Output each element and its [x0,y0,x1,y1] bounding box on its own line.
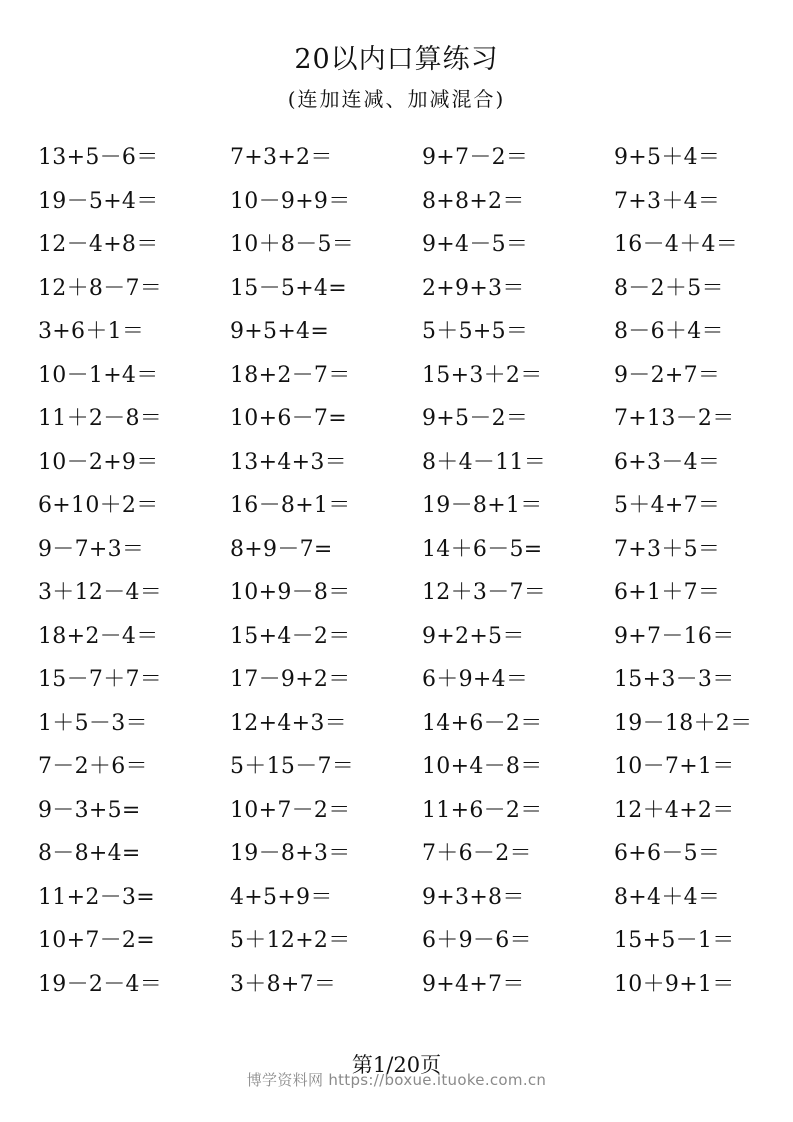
problem-item: 19－18＋2＝ [614,710,753,736]
problem-item: 18+2－4＝ [38,623,159,649]
problem-item: 7+3＋5＝ [614,536,721,562]
problem-item: 10+4－8＝ [422,754,543,779]
problem-item: 10+6－7= [230,406,347,431]
problem-item: 10+9－8＝ [230,580,351,605]
problem-item: 14+6－2＝ [422,710,543,736]
problem-item: 9+4－5＝ [422,232,529,257]
problem-item: 6+10＋2＝ [38,493,159,518]
problem-item: 6+3－4＝ [614,449,721,475]
problem-item: 15+4－2＝ [230,623,351,649]
problem-item: 9+3+8＝ [422,884,525,910]
problem-item: 10+7－2= [38,928,155,953]
problem-item: 4+5+9＝ [230,884,333,910]
problem-item: 9+2+5＝ [422,623,525,649]
problem-item: 12＋8－7＝ [38,275,163,301]
problem-item: 8+9－7= [230,536,333,562]
problem-item: 17－9+2＝ [230,667,351,692]
problem-item: 19－8+3＝ [230,841,351,866]
problem-item: 7+3＋4＝ [614,188,721,214]
problem-item: 1＋5－3＝ [38,710,148,736]
problem-item: 3+6＋1＝ [38,319,145,344]
problem-item: 19－5+4＝ [38,188,159,214]
problem-grid [38,140,778,1010]
problem-item: 11＋2－8＝ [38,406,163,431]
problem-item: 7－2＋6＝ [38,754,148,779]
problem-item: 10＋9+1＝ [614,971,735,997]
problem-item: 2+9+3＝ [422,275,525,301]
problem-item: 8+8+2＝ [422,188,525,214]
problem-item: 8－8+4= [38,841,141,866]
page-number: 第1/20页 [351,1053,442,1077]
problem-item: 10－1+4＝ [38,362,159,388]
problem-item: 11+2－3= [38,884,155,910]
problem-item: 6＋9+4＝ [422,667,529,692]
problem-item: 15+5－1＝ [614,928,735,953]
worksheet-subtitle: (连加连减、加减混合) [287,87,506,111]
problem-item: 6+6－5＝ [614,841,721,866]
problem-item: 10－9+9＝ [230,188,351,214]
problem-item: 8＋4－11＝ [422,449,547,475]
problem-item: 10＋8－5＝ [230,232,355,257]
problem-item: 12＋4+2＝ [614,797,735,823]
problem-item: 15+3－3＝ [614,667,735,692]
problem-item: 12－4+8＝ [38,232,159,257]
problem-item: 9－7+3＝ [38,536,145,562]
problem-item: 11+6－2＝ [422,797,543,823]
problem-item: 6＋9－6＝ [422,928,532,953]
problem-item: 9+7－2＝ [422,145,529,170]
problem-item: 16－8+1＝ [230,493,351,518]
problem-item: 9－2+7＝ [614,362,721,388]
problem-item: 19－2－4＝ [38,971,163,997]
problem-item: 18+2－7＝ [230,362,351,388]
problem-item: 5＋4+7＝ [614,493,721,518]
problem-item: 14＋6－5= [422,536,543,562]
problem-item: 5＋12+2＝ [230,928,351,953]
problem-item: 10－7+1＝ [614,754,735,779]
problem-item: 8－2＋5＝ [614,275,724,301]
problem-item: 5＋5+5＝ [422,319,529,344]
problem-item: 3＋8+7＝ [230,971,337,997]
problem-item: 12+4+3＝ [230,710,347,736]
problem-item: 9+5＋4＝ [614,145,721,170]
problem-item: 5＋15－7＝ [230,754,355,779]
problem-item: 16－4＋4＝ [614,232,739,257]
problem-item: 9+4+7＝ [422,971,525,997]
problem-item: 12＋3－7＝ [422,580,547,605]
problem-item: 15－7＋7＝ [38,667,163,692]
problem-item: 10+7－2＝ [230,797,351,823]
worksheet-title: 20以内口算练习 [294,44,499,75]
problem-item: 3＋12－4＝ [38,580,163,605]
problem-item: 7＋6－2＝ [422,841,532,866]
problem-item: 8－6＋4＝ [614,319,724,344]
problem-item: 9+5+4= [230,319,330,344]
problem-item: 13+4+3＝ [230,449,347,475]
problem-item: 7+3+2＝ [230,145,333,170]
problem-item: 9+7－16＝ [614,623,735,649]
watermark: 博学资料网 https://boxue.ituoke.com.cn [246,1071,547,1089]
problem-item: 8+4＋4＝ [614,884,721,910]
problem-item: 15+3＋2＝ [422,362,543,388]
problem-item: 9+5－2＝ [422,406,529,431]
problem-item: 13+5－6＝ [38,145,159,170]
problem-item: 6+1＋7＝ [614,580,721,605]
problem-item: 19－8+1＝ [422,493,543,518]
problem-item: 7+13－2＝ [614,406,735,431]
problem-item: 9－3+5= [38,797,141,823]
problem-item: 15－5+4= [230,275,347,301]
problem-item: 10－2+9＝ [38,449,159,475]
